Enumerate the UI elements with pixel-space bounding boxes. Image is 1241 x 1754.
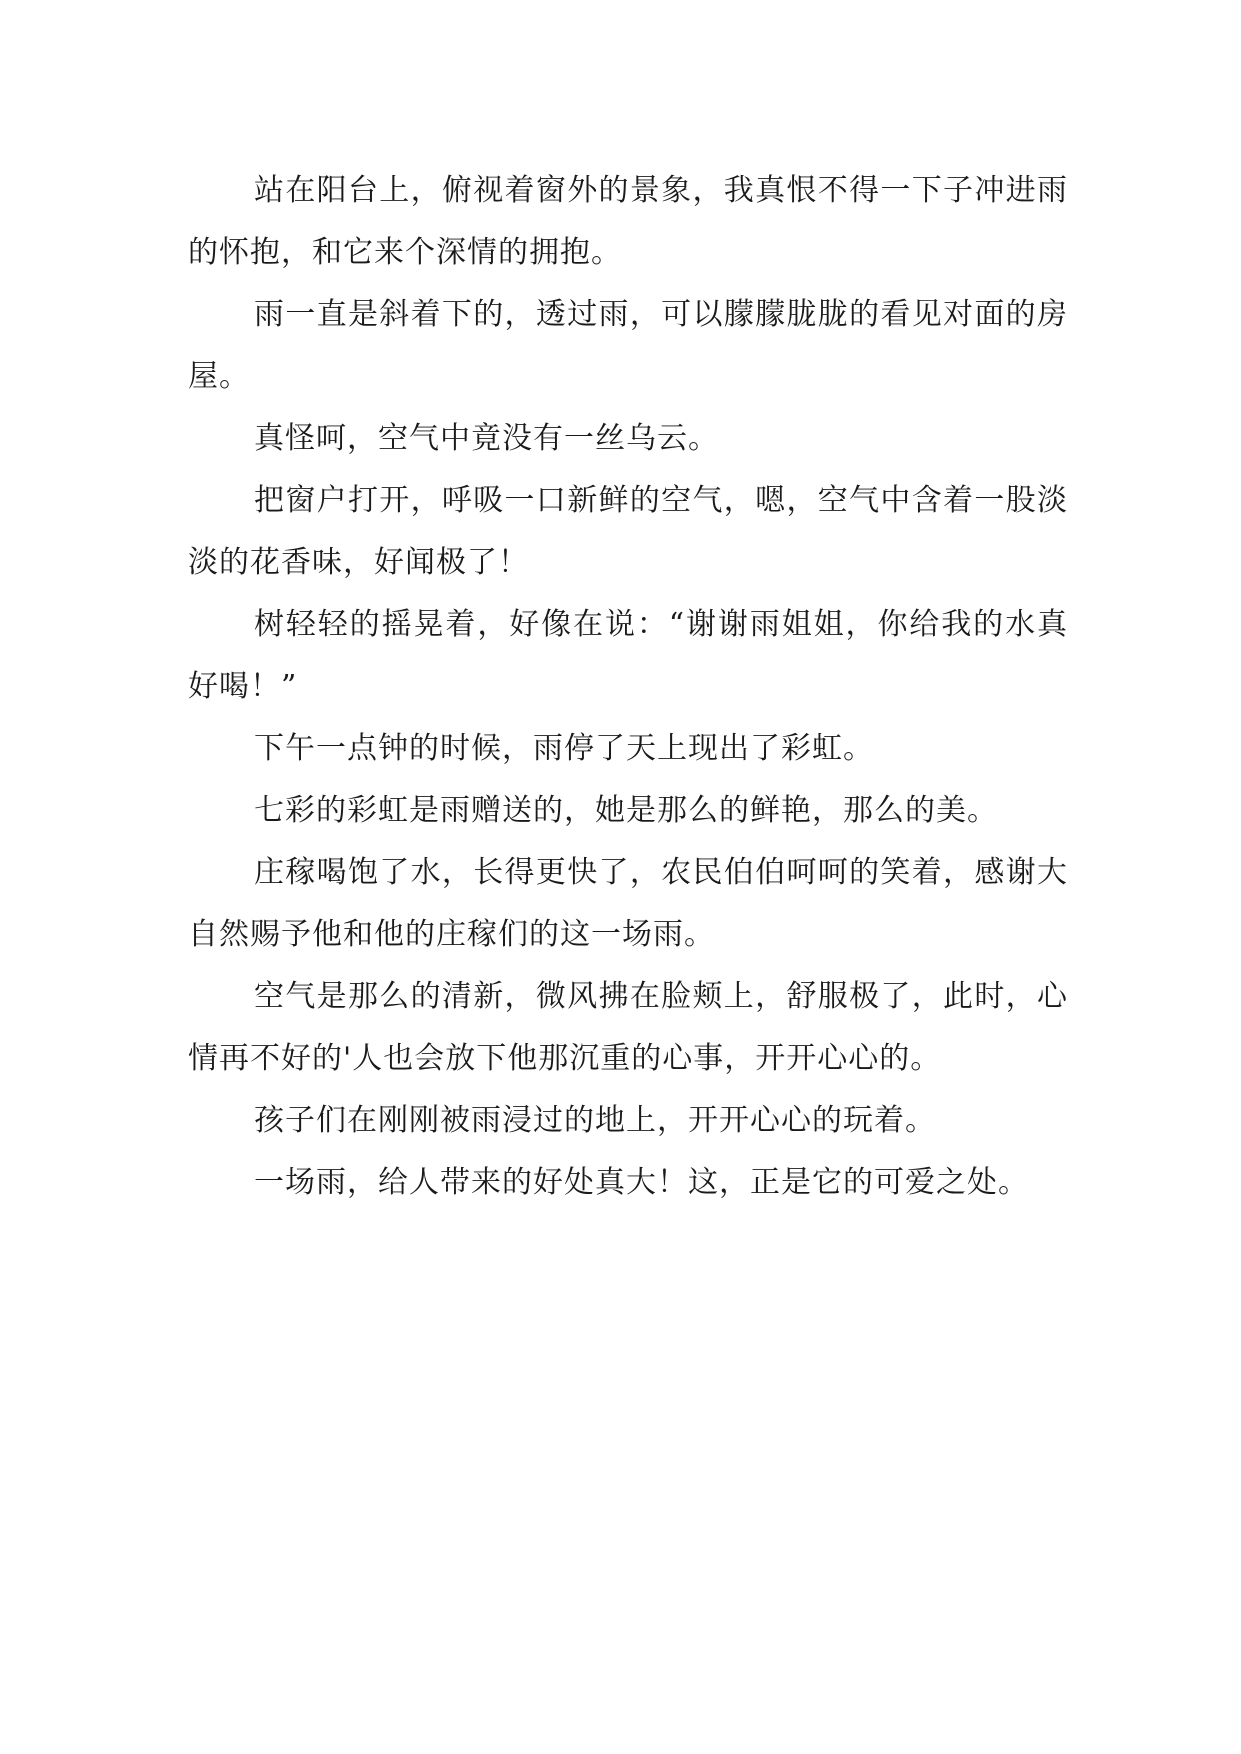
paragraph: 雨一直是斜着下的，透过雨，可以朦朦胧胧的看见对面的房屋。	[188, 297, 1068, 394]
paragraph: 孩子们在刚刚被雨浸过的地上，开开心心的玩着。	[254, 1103, 936, 1138]
paragraph: 七彩的彩虹是雨赠送的，她是那么的鲜艳，那么的美。	[254, 793, 998, 828]
paragraph: 一场雨，给人带来的好处真大！这，正是它的可爱之处。	[254, 1165, 1029, 1200]
paragraph: 树轻轻的摇晃着，好像在说：“谢谢雨姐姐，你给我的水真好喝！”	[188, 607, 1068, 704]
paragraph: 庄稼喝饱了水，长得更快了，农民伯伯呵呵的笑着，感谢大自然赐予他和他的庄稼们的这一场雨。	[188, 855, 1068, 952]
document-body	[188, 160, 1068, 1214]
paragraph: 真怪呵，空气中竟没有一丝乌云。	[254, 421, 719, 456]
paragraph: 站在阳台上，俯视着窗外的景象，我真恨不得一下子冲进雨的怀抱，和它来个深情的拥抱。	[188, 173, 1068, 270]
paragraph: 把窗户打开，呼吸一口新鲜的空气，嗯，空气中含着一股淡淡的花香味，好闻极了！	[188, 483, 1068, 580]
paragraph: 下午一点钟的时候，雨停了天上现出了彩虹。	[254, 731, 874, 766]
paragraph: 空气是那么的清新，微风拂在脸颊上，舒服极了，此时，心情再不好的'人也会放下他那沉重的心事，开开心心的。	[188, 979, 1068, 1076]
